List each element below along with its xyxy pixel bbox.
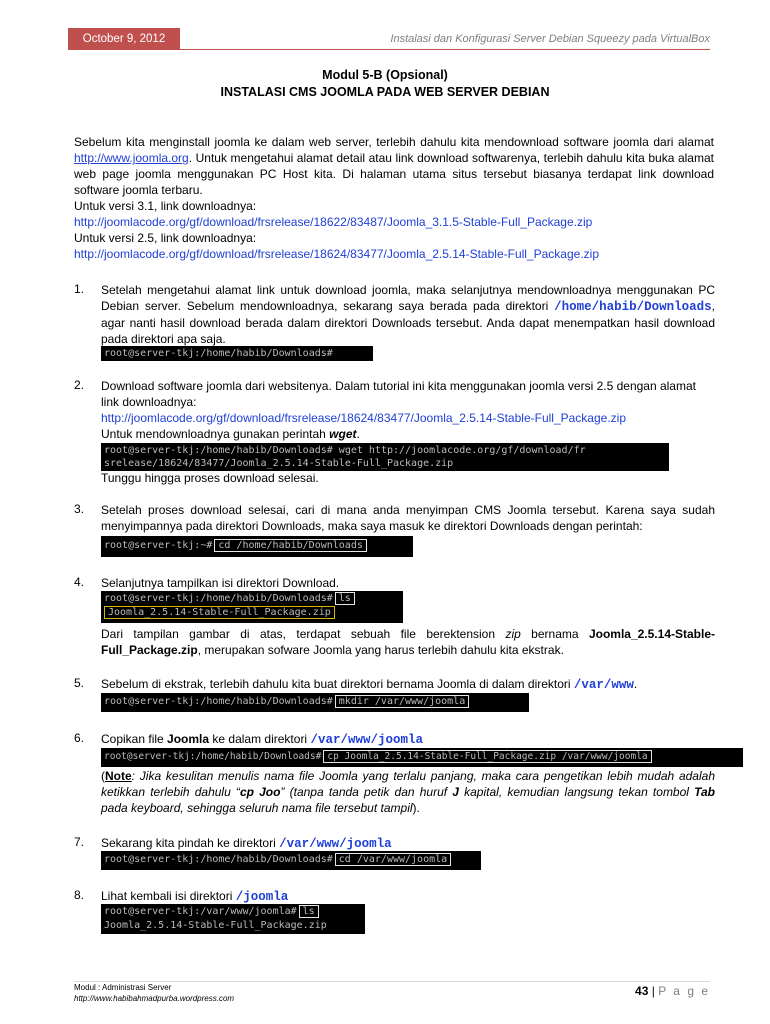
terminal-prompt: root@server-tkj:/var/www/joomla# (104, 906, 297, 917)
step-2-after: Tunggu hingga proses download selesai. (101, 471, 319, 485)
intro-text-2: . Untuk mengetahui alamat detail atau link download softwarenya, terlebih dahulu kita buka alamat web page joomla menggunakan PC Host kita. Di halaman utama situs tersebut biasanya terdapat link download software joomla terbaru. (74, 151, 714, 197)
terminal-line: root@server-tkj:/home/habib/Downloads# (104, 348, 333, 359)
terminal-prompt: root@server-tkj:/home/habib/Downloads# (104, 751, 322, 762)
step-number: 2. (74, 378, 85, 392)
path-code: /joomla (235, 890, 289, 904)
wget-label: wget (329, 427, 357, 441)
step-3-text: Setelah proses download selesai, cari di mana anda menyimpan CMS Joomla tersebut. Karena saya sudah menyimpannya pada direktori Downloads, maka saya masuk ke direktori Downloads dengan perintah: (101, 503, 715, 533)
terminal-screenshot (101, 904, 365, 934)
step-2-a: Download software joomla dari websitenya. Dalam tutorial ini kita menggunakan joomla versi 2.5 dengan alamat link downloadnya: (101, 379, 696, 409)
terminal-output: Joomla_2.5.14-Stable-Full_Package.zip (104, 606, 335, 619)
desc-text: , merupakan sofware Joomla yang harus terlebih dahulu kita ekstrak. (197, 643, 564, 657)
step-4-text: Selanjutnya tampilkan isi direktori Download. (101, 576, 340, 590)
step-8-a: Lihat kembali isi direktori (101, 889, 236, 903)
step-6-b: ke dalam direktori (209, 732, 311, 746)
desc-filename: Joomla_2.5.14-Stable-Full_Package.zip (101, 627, 715, 657)
terminal-line: root@server-tkj:/home/habib/Downloads# wget http://joomlacode.org/gf/download/fr (104, 445, 586, 456)
step-number: 4. (74, 575, 85, 589)
note-paren: ). (412, 801, 420, 815)
step-8-text (101, 888, 715, 905)
terminal-command: mkdir /var/www/joomla (335, 695, 469, 708)
download-link[interactable]: http://joomlacode.org/gf/download/frsrelease/18624/83477/Joomla_2.5.14-Stable-Full_Package.zip (101, 411, 626, 425)
step-1-text (101, 282, 715, 347)
step-4-desc (101, 626, 715, 658)
note-text: ” (tanpa tanda petik dan huruf (280, 785, 453, 799)
step-1-a: Setelah mengetahui alamat link untuk download joomla, maka selanjutnya mendownloadnya menggunakan PC Debian server. Sebelum mendownloadnya, sekarang saya berada pada direktori (101, 283, 715, 313)
terminal-command: cp Joomla_2.5.14-Stable-Full_Package.zip /var/www/joomla (323, 750, 651, 763)
note-text: kapital, kemudian langsung tekan tombol (458, 785, 695, 799)
note-paren: ( (101, 769, 105, 783)
terminal-command: cd /home/habib/Downloads (214, 539, 367, 552)
footer-left (74, 982, 234, 1004)
doc-subtitle: INSTALASI CMS JOOMLA PADA WEB SERVER DEBIAN (220, 85, 550, 99)
v31-label: Untuk versi 3.1, link downloadnya: (74, 199, 257, 213)
terminal-command: ls (299, 905, 319, 918)
footer-page (635, 984, 710, 998)
desc-text: bernama (520, 627, 589, 641)
note-j: J (452, 785, 459, 799)
footer-url[interactable]: http://www.habibahmadpurba.wordpress.com (74, 994, 235, 1003)
step-6-note (101, 768, 715, 816)
header-date: October 9, 2012 (68, 28, 180, 50)
path-code: /var/www/joomla (310, 733, 423, 747)
cmd-text: Untuk mendownloadnya gunakan perintah (101, 427, 330, 441)
step-5-text (101, 676, 715, 693)
step-2-cmd (101, 426, 715, 442)
intro-paragraph (74, 134, 714, 198)
note-tab: Tab (694, 785, 716, 799)
doc-title: Modul 5-B (Opsional) (322, 68, 448, 82)
terminal-screenshot (101, 591, 403, 623)
header-title: Instalasi dan Konfigurasi Server Debian Squeezy pada VirtualBox (390, 33, 710, 45)
terminal-screenshot (101, 748, 743, 767)
v25-link[interactable]: http://joomlacode.org/gf/download/frsrelease/18624/83477/Joomla_2.5.14-Stable-Full_Package.zip (74, 247, 599, 261)
terminal-prompt: root@server-tkj:/home/habib/Downloads# (104, 593, 333, 604)
page-number: 43 (635, 984, 649, 998)
step-number: 3. (74, 502, 85, 516)
v31-link[interactable]: http://joomlacode.org/gf/download/frsrelease/18622/83487/Joomla_3.1.5-Stable-Full_Package.zip (74, 215, 593, 229)
page-separator: | (651, 984, 655, 998)
step-number: 7. (74, 835, 85, 849)
v25-label: Untuk versi 2.5, link downloadnya: (74, 231, 257, 245)
terminal-screenshot (101, 536, 413, 557)
path-code: /var/www/joomla (279, 837, 392, 851)
terminal-line: srelease/18624/83477/Joomla_2.5.14-Stable-Full_Package.zip (104, 458, 454, 469)
note-text: pada keyboard, sehingga seluruh nama file tersebut tampil (101, 801, 413, 815)
desc-zip: zip (505, 627, 521, 641)
terminal-command: ls (335, 592, 355, 605)
step-6-text (101, 731, 715, 748)
joomla-link[interactable]: http://www.joomla.org (74, 151, 189, 165)
path-code: /home/habib/Downloads (554, 300, 712, 314)
note-label: Note (105, 769, 132, 783)
cmd-dot: . (356, 427, 360, 441)
step-number: 6. (74, 731, 85, 745)
step-7-a: Sekarang kita pindah ke direktori (101, 836, 280, 850)
step-6-bold: Joomla (167, 732, 210, 746)
terminal-prompt: root@server-tkj:~# (104, 540, 213, 551)
header-divider (180, 49, 710, 50)
note-cmd: cp Joo (239, 785, 281, 799)
terminal-screenshot (101, 346, 373, 361)
step-number: 1. (74, 282, 85, 296)
terminal-screenshot (101, 851, 481, 870)
terminal-prompt: root@server-tkj:/home/habib/Downloads# (104, 854, 333, 865)
intro-text: Sebelum kita menginstall joomla ke dalam web server, terlebih dahulu kita mendownload software joomla dari alamat (74, 135, 714, 149)
terminal-screenshot (101, 443, 669, 471)
note-text: : Jika kesulitan menulis nama file Joomla yang terlalu panjang, maka cara pengetikan lebih mudah adalah ketikkan terlebih dahulu “ (101, 769, 715, 799)
step-1-b: , agar nanti hasil download berada dalam direktori Downloads tersebut. Anda dapat menempatkan hasil download pada direktori apa saja. (101, 299, 715, 346)
terminal-command: cd /var/www/joomla (335, 853, 451, 866)
path-code: /var/www (573, 678, 634, 692)
step-number: 8. (74, 888, 85, 902)
step-2-text (101, 378, 715, 442)
page-label: P a g e (658, 984, 710, 998)
step-7-text (101, 835, 715, 852)
footer-module: Modul : Administrasi Server (74, 983, 172, 992)
desc-text: Dari tampilan gambar di atas, terdapat sebuah file berektension (101, 627, 506, 641)
terminal-prompt: root@server-tkj:/home/habib/Downloads# (104, 696, 333, 707)
step-6-a: Copikan file (101, 732, 168, 746)
terminal-screenshot (101, 693, 529, 712)
step-5-b: . (633, 677, 638, 691)
step-5-a: Sebelum di ekstrak, terlebih dahulu kita buat direktori bernama Joomla di dalam direktori (101, 677, 574, 691)
version-links (74, 198, 714, 262)
step-number: 5. (74, 676, 85, 690)
terminal-output: Joomla_2.5.14-Stable-Full_Package.zip (104, 920, 327, 931)
